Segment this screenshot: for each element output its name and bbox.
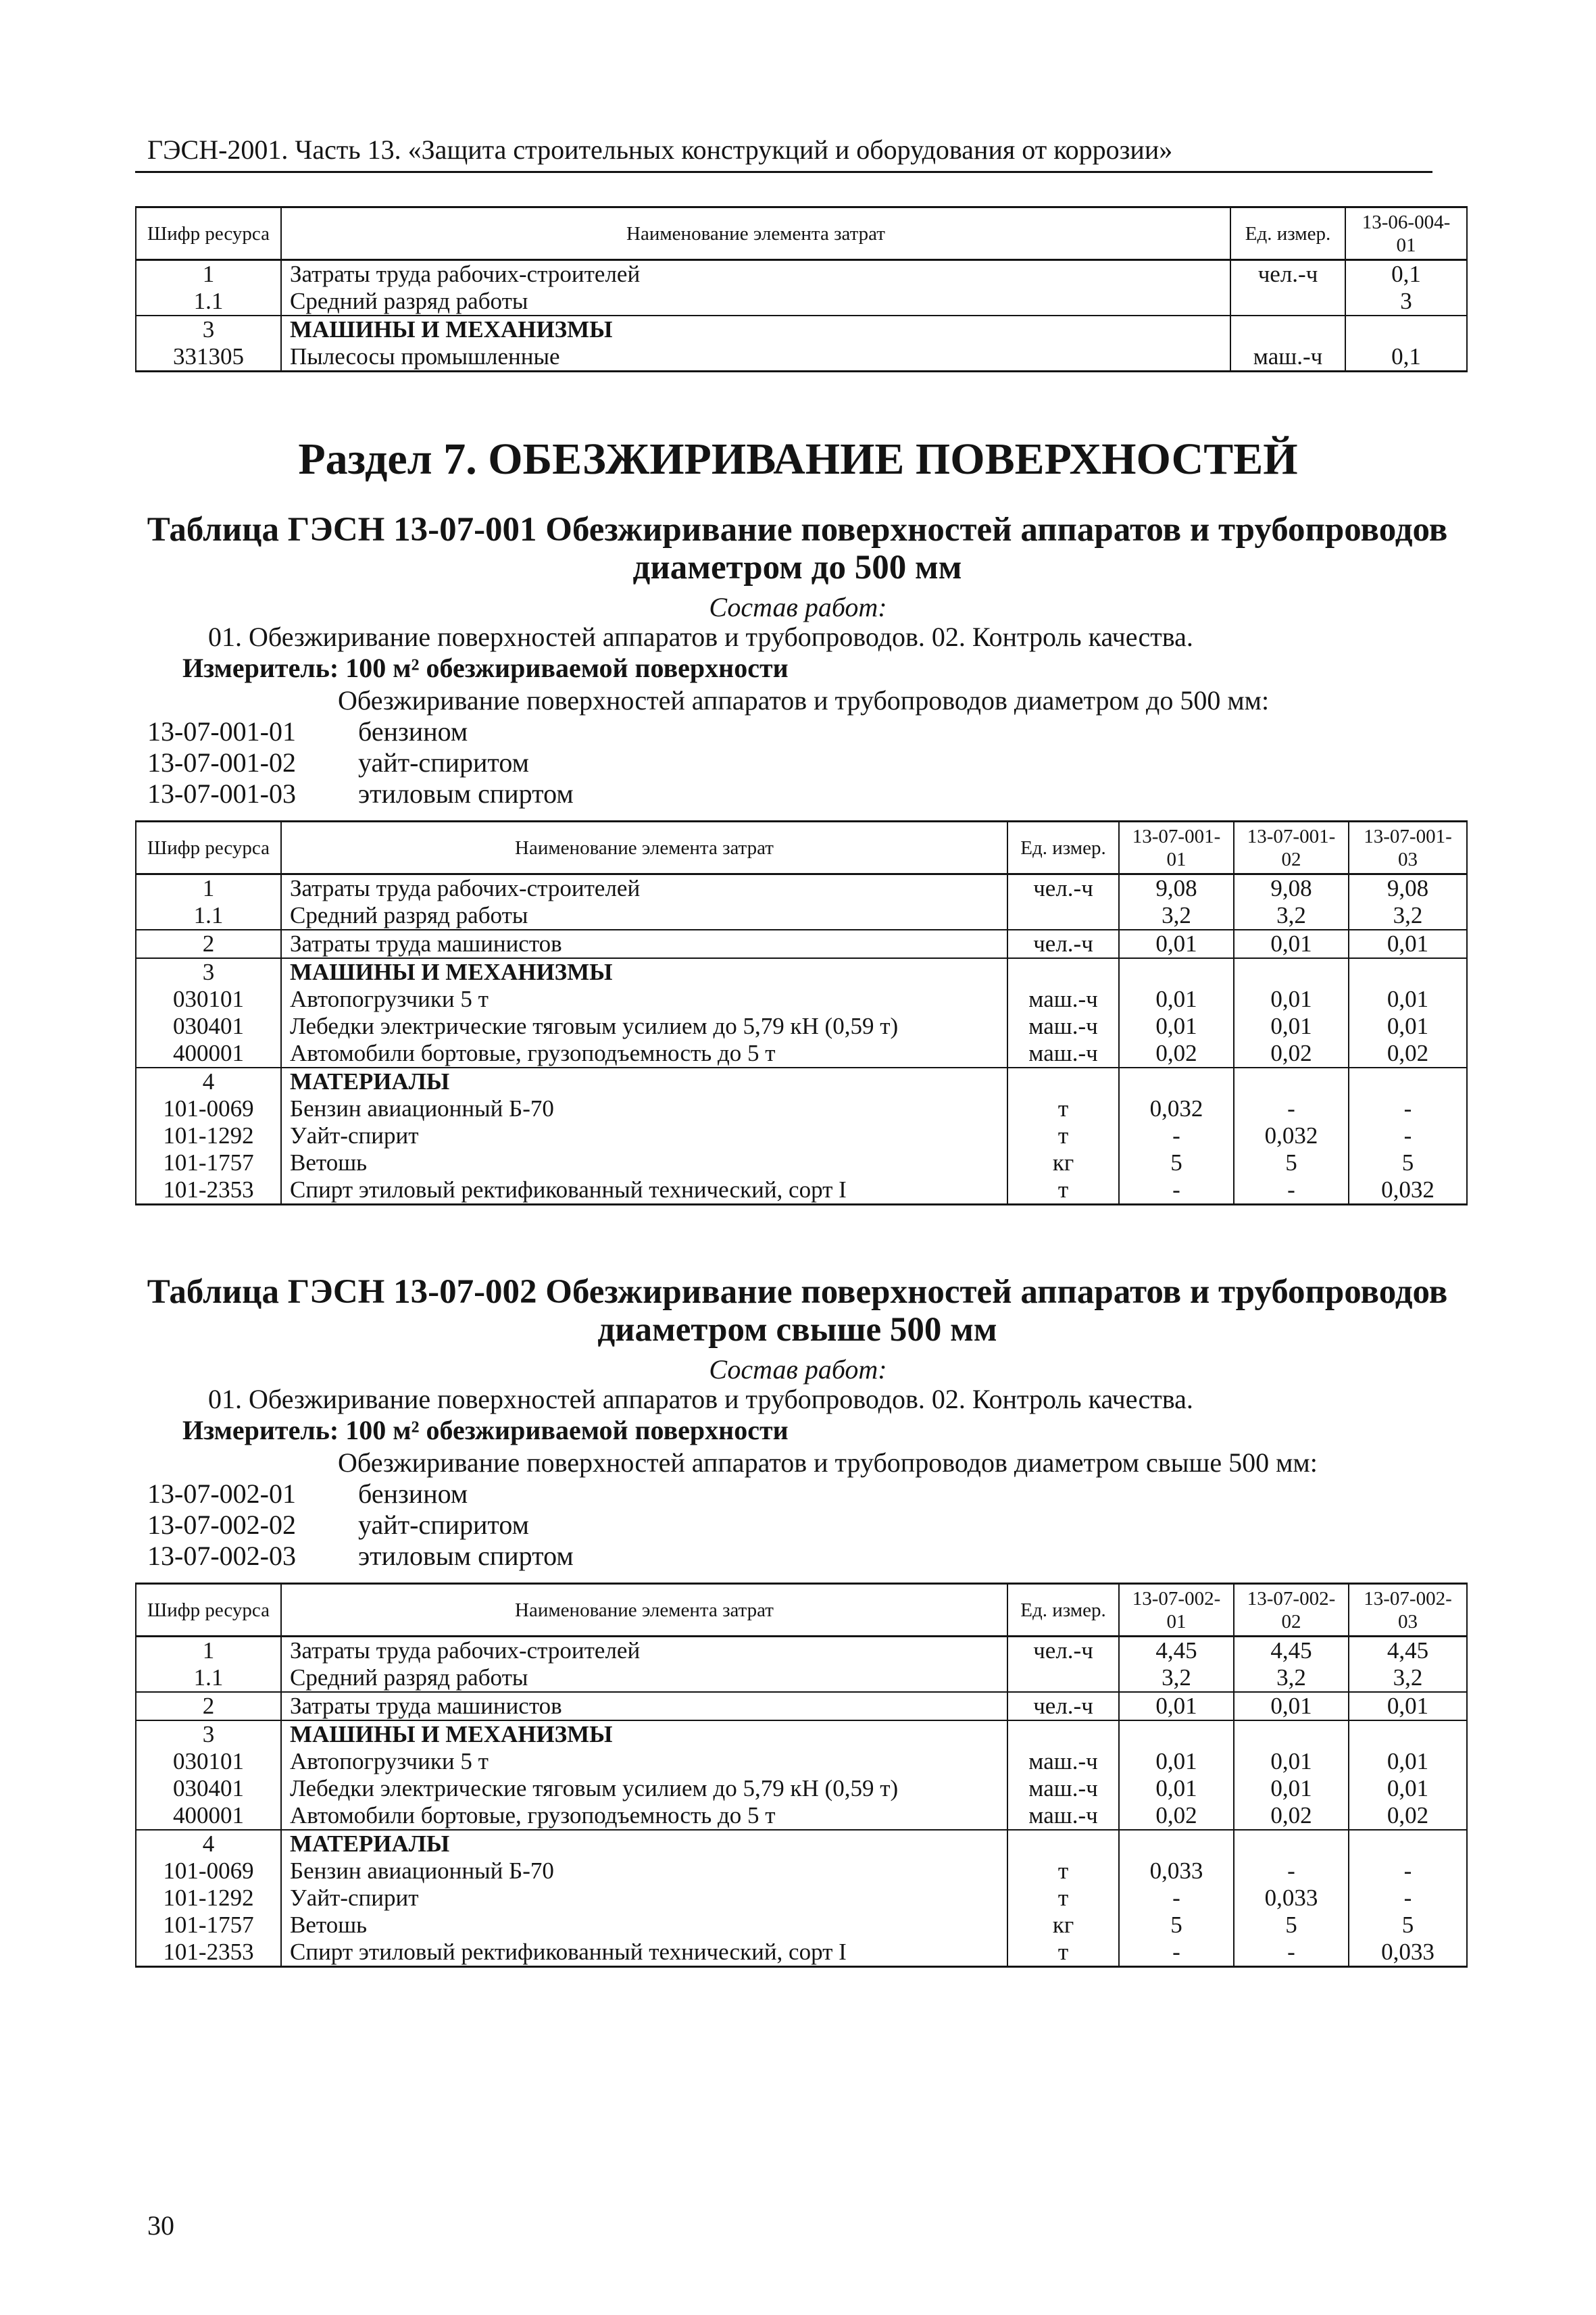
cell-unit: кг [1007, 1149, 1119, 1176]
cell-unit: т [1007, 1858, 1119, 1885]
cell-code: 101-1757 [136, 1149, 281, 1176]
cell-value: - [1119, 1176, 1234, 1205]
cell-unit: т [1007, 1176, 1119, 1205]
cell-name: Затраты труда машинистов [281, 930, 1007, 958]
cell-code: 101-2353 [136, 1939, 281, 1967]
cell-name: Автомобили бортовые, грузоподъемность до 5 т [281, 1802, 1007, 1830]
cell-value: 0,032 [1234, 1122, 1349, 1149]
table-row [136, 1692, 1467, 1720]
table-1-meter: Измеритель: 100 м² обезжириваемой поверхности [182, 653, 789, 683]
table-row [136, 1664, 1467, 1692]
cell-unit: чел.-ч [1007, 1692, 1119, 1720]
cell-name: Лебедки электрические тяговым усилием до 5,79 кН (0,59 т) [281, 1775, 1007, 1802]
cell-code: 1 [136, 260, 281, 289]
cell-value: - [1349, 1858, 1467, 1885]
cell-name: Затраты труда машинистов [281, 1692, 1007, 1720]
cell-name: Затраты труда рабочих-строителей [281, 260, 1230, 289]
table-2-composition-label: Состав работ: [709, 1354, 887, 1385]
cell-code: 101-1292 [136, 1885, 281, 1912]
cell-value: 0,033 [1234, 1885, 1349, 1912]
table-2-meter: Измеритель: 100 м² обезжириваемой поверхности [182, 1415, 789, 1445]
cell-code: 3 [136, 316, 281, 343]
header-unit: Ед. измер. [1230, 207, 1345, 260]
code-label: бензином [358, 716, 468, 747]
cell-code: 2 [136, 1692, 281, 1720]
code-number: 13-07-001-03 [147, 778, 296, 809]
cell-value [1234, 1068, 1349, 1095]
cell-value: 3,2 [1234, 902, 1349, 930]
cell-value: 0,02 [1349, 1802, 1467, 1830]
table-row [136, 288, 1467, 316]
table-row [136, 1122, 1467, 1149]
code-number: 13-07-002-03 [147, 1541, 296, 1571]
cell-value: 0,01 [1349, 986, 1467, 1013]
cell-value: 0,02 [1234, 1040, 1349, 1068]
table-1-composition-text: 01. Обезжиривание поверхностей аппаратов и трубопроводов. 02. Контроль качества. [208, 622, 1193, 652]
table-row [136, 1858, 1467, 1885]
cell-code: 1.1 [136, 902, 281, 930]
cell-value: 0,01 [1234, 1748, 1349, 1775]
cell-value: - [1349, 1095, 1467, 1122]
header-col1: 13-07-002-01 [1119, 1584, 1234, 1637]
cell-value: 5 [1349, 1149, 1467, 1176]
table-row [136, 260, 1467, 289]
code-number: 13-07-002-02 [147, 1510, 296, 1540]
table-row [136, 1637, 1467, 1665]
table-row [136, 316, 1467, 343]
cell-value [1119, 958, 1234, 986]
table-2-code-row [147, 1477, 468, 1511]
cell-unit: маш.-ч [1007, 986, 1119, 1013]
table-row [136, 1802, 1467, 1830]
cell-code: 101-0069 [136, 1095, 281, 1122]
cell-code: 030401 [136, 1775, 281, 1802]
cell-value: 0,01 [1119, 1748, 1234, 1775]
cell-value: 0,01 [1349, 930, 1467, 958]
table-2-composition-text: 01. Обезжиривание поверхностей аппаратов и трубопроводов. 02. Контроль качества. [208, 1384, 1193, 1414]
cell-name: МАШИНЫ И МЕХАНИЗМЫ [281, 316, 1230, 343]
cell-name: Автопогрузчики 5 т [281, 1748, 1007, 1775]
cell-value [1119, 1830, 1234, 1858]
cell-name: Автомобили бортовые, грузоподъемность до 5 т [281, 1040, 1007, 1068]
table-1-title-line1: Таблица ГЭСН 13-07-001 Обезжиривание поверхностей аппаратов и трубопроводов [147, 511, 1448, 549]
cell-value [1234, 958, 1349, 986]
page-number: 30 [147, 2210, 174, 2241]
cell-unit: кг [1007, 1912, 1119, 1939]
table-row [136, 343, 1467, 372]
cell-value: 0,01 [1349, 1748, 1467, 1775]
cell-value: 0,02 [1119, 1040, 1234, 1068]
cell-name: МАШИНЫ И МЕХАНИЗМЫ [281, 958, 1007, 986]
cell-unit: маш.-ч [1230, 343, 1345, 372]
cell-code: 2 [136, 930, 281, 958]
cell-code: 101-0069 [136, 1858, 281, 1885]
cell-value: 0,01 [1119, 1692, 1234, 1720]
cell-value: 9,08 [1119, 874, 1234, 903]
cell-unit: чел.-ч [1230, 260, 1345, 289]
table-2-title-line2: диаметром свыше 500 мм [597, 1311, 997, 1349]
cell-name: Средний разряд работы [281, 1664, 1007, 1692]
cell-value: - [1234, 1095, 1349, 1122]
cell-value: - [1234, 1939, 1349, 1967]
cell-unit: маш.-ч [1007, 1040, 1119, 1068]
table-1-code-row [147, 746, 529, 780]
cell-value: 0,01 [1234, 930, 1349, 958]
cell-value: 0,01 [1234, 1692, 1349, 1720]
header-rule [135, 171, 1432, 173]
cell-unit [1007, 1068, 1119, 1095]
cell-unit [1230, 288, 1345, 316]
table-13-07-002 [135, 1583, 1468, 1968]
cell-value: 9,08 [1234, 874, 1349, 903]
cell-code: 030401 [136, 1013, 281, 1040]
table-row [136, 1720, 1467, 1748]
table-13-07-001 [135, 820, 1468, 1205]
cell-value: 0,01 [1119, 1775, 1234, 1802]
cell-value: 0,032 [1349, 1176, 1467, 1205]
table-2-intro: Обезжиривание поверхностей аппаратов и трубопроводов диаметром свыше 500 мм: [338, 1447, 1318, 1478]
header-col2: 13-07-001-02 [1234, 822, 1349, 874]
cell-code: 101-1292 [136, 1122, 281, 1149]
table-row [136, 1095, 1467, 1122]
cell-value: 3,2 [1349, 902, 1467, 930]
cell-value: 0,01 [1349, 1692, 1467, 1720]
header-name: Наименование элемента затрат [281, 822, 1007, 874]
table-row [136, 986, 1467, 1013]
code-label: этиловым спиртом [358, 778, 574, 809]
cell-unit: маш.-ч [1007, 1013, 1119, 1040]
cell-name: Спирт этиловый ректификованный технический, сорт I [281, 1176, 1007, 1205]
cell-value: 0,01 [1119, 1013, 1234, 1040]
cell-unit: маш.-ч [1007, 1748, 1119, 1775]
header-col1: 13-06-004-01 [1345, 207, 1467, 260]
cell-value [1345, 316, 1467, 343]
cell-name: Автопогрузчики 5 т [281, 986, 1007, 1013]
code-label: уайт-спиритом [358, 747, 529, 778]
cell-unit: т [1007, 1122, 1119, 1149]
cell-value: 0,01 [1349, 1775, 1467, 1802]
cell-unit: маш.-ч [1007, 1802, 1119, 1830]
cell-value: - [1119, 1122, 1234, 1149]
table-2-code-row [147, 1508, 529, 1542]
cell-value: 0,01 [1349, 1013, 1467, 1040]
cell-name: Ветошь [281, 1149, 1007, 1176]
cell-value: 3,2 [1234, 1664, 1349, 1692]
running-header: ГЭСН-2001. Часть 13. «Защита строительных конструкций и оборудования от коррозии» [147, 134, 1173, 165]
cell-name: Средний разряд работы [281, 902, 1007, 930]
cell-code: 400001 [136, 1040, 281, 1068]
cell-value: 4,45 [1349, 1637, 1467, 1665]
table-row [136, 1885, 1467, 1912]
cell-unit: маш.-ч [1007, 1775, 1119, 1802]
table-row [136, 1013, 1467, 1040]
cell-value [1349, 1068, 1467, 1095]
cell-unit [1007, 958, 1119, 986]
table-row [136, 930, 1467, 958]
cell-code: 400001 [136, 1802, 281, 1830]
cell-value: 5 [1119, 1149, 1234, 1176]
header-name: Наименование элемента затрат [281, 207, 1230, 260]
table-row [136, 1939, 1467, 1967]
cell-value [1119, 1720, 1234, 1748]
header-col3: 13-07-002-03 [1349, 1584, 1467, 1637]
cell-unit [1007, 1830, 1119, 1858]
table-1-intro: Обезжиривание поверхностей аппаратов и трубопроводов диаметром до 500 мм: [338, 685, 1270, 716]
table-row [136, 1149, 1467, 1176]
cell-value: 3,2 [1119, 1664, 1234, 1692]
code-label: уайт-спиритом [358, 1510, 529, 1540]
cell-value: 3,2 [1119, 902, 1234, 930]
cell-name: Пылесосы промышленные [281, 343, 1230, 372]
table-row [136, 874, 1467, 903]
cell-name: Уайт-спирит [281, 1122, 1007, 1149]
cell-unit [1007, 1664, 1119, 1692]
cell-unit [1230, 316, 1345, 343]
cell-unit: чел.-ч [1007, 1637, 1119, 1665]
table-row [136, 1068, 1467, 1095]
cell-name: МАТЕРИАЛЫ [281, 1830, 1007, 1858]
cell-name: Уайт-спирит [281, 1885, 1007, 1912]
cell-code: 3 [136, 1720, 281, 1748]
cell-name: МАШИНЫ И МЕХАНИЗМЫ [281, 1720, 1007, 1748]
section-title: Раздел 7. ОБЕЗЖИРИВАНИЕ ПОВЕРХНОСТЕЙ [298, 434, 1298, 484]
cell-value: - [1349, 1885, 1467, 1912]
table-row [136, 902, 1467, 930]
code-number: 13-07-002-01 [147, 1478, 296, 1509]
header-unit: Ед. измер. [1007, 1584, 1119, 1637]
cell-unit: т [1007, 1939, 1119, 1967]
cell-code: 1 [136, 874, 281, 903]
cell-value: 9,08 [1349, 874, 1467, 903]
cell-code: 101-2353 [136, 1176, 281, 1205]
cell-value [1234, 1720, 1349, 1748]
cell-value: 5 [1234, 1912, 1349, 1939]
cell-value: 0,02 [1234, 1802, 1349, 1830]
cell-value: 0,02 [1349, 1040, 1467, 1068]
cell-name: Бензин авиационный Б-70 [281, 1858, 1007, 1885]
code-label: этиловым спиртом [358, 1541, 574, 1571]
cell-value: 0,01 [1234, 1775, 1349, 1802]
cell-value: 5 [1349, 1912, 1467, 1939]
cell-value [1234, 1830, 1349, 1858]
table-1-composition-label: Состав работ: [709, 592, 887, 622]
cell-code: 030101 [136, 986, 281, 1013]
cell-value: 0,032 [1119, 1095, 1234, 1122]
header-col1: 13-07-001-01 [1119, 822, 1234, 874]
cell-name: Средний разряд работы [281, 288, 1230, 316]
table-row [136, 1775, 1467, 1802]
code-number: 13-07-001-01 [147, 716, 296, 747]
table-row [136, 1748, 1467, 1775]
cell-unit: т [1007, 1095, 1119, 1122]
cell-value: 0,01 [1119, 930, 1234, 958]
cell-code: 1.1 [136, 1664, 281, 1692]
cell-value: 0,01 [1234, 1013, 1349, 1040]
cell-value: 5 [1119, 1912, 1234, 1939]
table-header-row [136, 207, 1467, 260]
header-code: Шифр ресурса [136, 1584, 281, 1637]
table-row [136, 1830, 1467, 1858]
header-col2: 13-07-002-02 [1234, 1584, 1349, 1637]
cell-value: - [1349, 1122, 1467, 1149]
cell-code: 1 [136, 1637, 281, 1665]
cell-value: - [1234, 1858, 1349, 1885]
table-row [136, 1176, 1467, 1205]
cell-unit [1007, 902, 1119, 930]
cell-value: 0,01 [1234, 986, 1349, 1013]
cell-value: 0,01 [1119, 986, 1234, 1013]
table-row [136, 958, 1467, 986]
table-1-code-row [147, 777, 574, 811]
cell-code: 030101 [136, 1748, 281, 1775]
table-row [136, 1912, 1467, 1939]
cell-unit: чел.-ч [1007, 874, 1119, 903]
table-row [136, 1040, 1467, 1068]
table-1-title-line2: диаметром до 500 мм [632, 549, 962, 587]
cell-value: 5 [1234, 1149, 1349, 1176]
table-2-code-row [147, 1539, 574, 1573]
cell-value: 0,02 [1119, 1802, 1234, 1830]
cell-value: 0,1 [1345, 260, 1467, 289]
cell-value: - [1119, 1885, 1234, 1912]
cell-value: 3 [1345, 288, 1467, 316]
cell-value: - [1119, 1939, 1234, 1967]
cell-value: 4,45 [1119, 1637, 1234, 1665]
cell-name: Ветошь [281, 1912, 1007, 1939]
code-label: бензином [358, 1478, 468, 1509]
cell-name: МАТЕРИАЛЫ [281, 1068, 1007, 1095]
cell-value: 0,033 [1119, 1858, 1234, 1885]
header-code: Шифр ресурса [136, 822, 281, 874]
cell-name: Затраты труда рабочих-строителей [281, 874, 1007, 903]
cell-code: 101-1757 [136, 1912, 281, 1939]
cell-value [1119, 1068, 1234, 1095]
cell-value [1349, 958, 1467, 986]
cell-name: Затраты труда рабочих-строителей [281, 1637, 1007, 1665]
table-13-06-004 [135, 206, 1468, 372]
cell-code: 4 [136, 1068, 281, 1095]
cell-value: 0,033 [1349, 1939, 1467, 1967]
cell-unit: т [1007, 1885, 1119, 1912]
table-header-row [136, 1584, 1467, 1637]
cell-code: 331305 [136, 343, 281, 372]
cell-name: Бензин авиационный Б-70 [281, 1095, 1007, 1122]
header-code: Шифр ресурса [136, 207, 281, 260]
cell-name: Спирт этиловый ректификованный технический, сорт I [281, 1939, 1007, 1967]
cell-value: - [1234, 1176, 1349, 1205]
code-number: 13-07-001-02 [147, 747, 296, 778]
cell-code: 4 [136, 1830, 281, 1858]
cell-unit [1007, 1720, 1119, 1748]
header-col3: 13-07-001-03 [1349, 822, 1467, 874]
cell-value: 3,2 [1349, 1664, 1467, 1692]
cell-value: 0,1 [1345, 343, 1467, 372]
cell-unit: чел.-ч [1007, 930, 1119, 958]
cell-value [1349, 1830, 1467, 1858]
cell-name: Лебедки электрические тяговым усилием до 5,79 кН (0,59 т) [281, 1013, 1007, 1040]
header-name: Наименование элемента затрат [281, 1584, 1007, 1637]
cell-value [1349, 1720, 1467, 1748]
cell-value: 4,45 [1234, 1637, 1349, 1665]
header-unit: Ед. измер. [1007, 822, 1119, 874]
table-2-title-line1: Таблица ГЭСН 13-07-002 Обезжиривание поверхностей аппаратов и трубопроводов [147, 1273, 1448, 1311]
cell-code: 1.1 [136, 288, 281, 316]
table-header-row [136, 822, 1467, 874]
cell-code: 3 [136, 958, 281, 986]
table-1-code-row [147, 715, 468, 749]
